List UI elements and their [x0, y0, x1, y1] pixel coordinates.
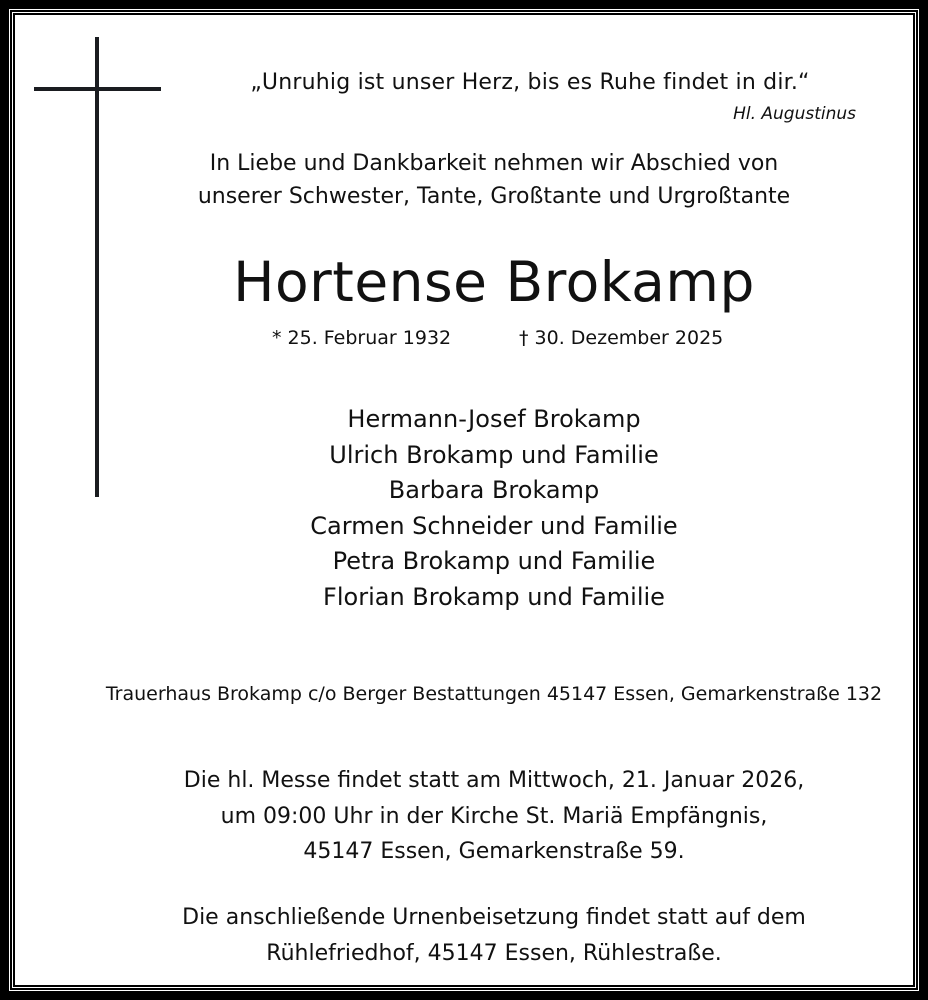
mourner: Hermann-Josef Brokamp — [347, 405, 641, 433]
deceased-name: Hortense Brokamp — [233, 250, 755, 314]
death-date: † 30. Dezember 2025 — [519, 327, 724, 349]
quote-text: „Unruhig ist unser Herz, bis es Ruhe findet in dir.“ — [250, 70, 810, 95]
burial-info — [30, 900, 928, 971]
mourner: Florian Brokamp und Familie — [323, 582, 665, 611]
mourners-list — [30, 402, 928, 615]
quote-author: Hl. Augustinus — [733, 104, 856, 124]
mourning-house-address: Trauerhaus Brokamp c/o Berger Bestattungen 45147 Essen, Gemarkenstraße 132 — [105, 683, 883, 705]
intro-line: In Liebe und Dankbarkeit nehmen wir Abschied von — [209, 151, 779, 176]
intro-line: unserer Schwester, Tante, Großtante und Urgroßtante — [197, 184, 791, 209]
birth-date: * 25. Februar 1932 — [272, 327, 452, 349]
mass-line: um 09:00 Uhr in der Kirche St. Mariä Empfängnis, — [220, 803, 768, 829]
mass-line: Die hl. Messe findet statt am Mittwoch, 21. Januar 2026, — [183, 768, 805, 793]
intro-text — [30, 147, 928, 213]
mourner: Barbara Brokamp — [388, 476, 600, 504]
burial-line: Die anschließende Urnenbeisetzung findet statt auf dem — [182, 905, 806, 930]
burial-line: Rühlefriedhof, 45147 Essen, Rühlestraße. — [266, 940, 722, 966]
mass-info — [30, 763, 928, 870]
mourner: Petra Brokamp und Familie — [332, 547, 656, 575]
mourner: Ulrich Brokamp und Familie — [329, 440, 659, 469]
mass-line: 45147 Essen, Gemarkenstraße 59. — [303, 839, 685, 864]
mourner: Carmen Schneider und Familie — [310, 511, 678, 540]
